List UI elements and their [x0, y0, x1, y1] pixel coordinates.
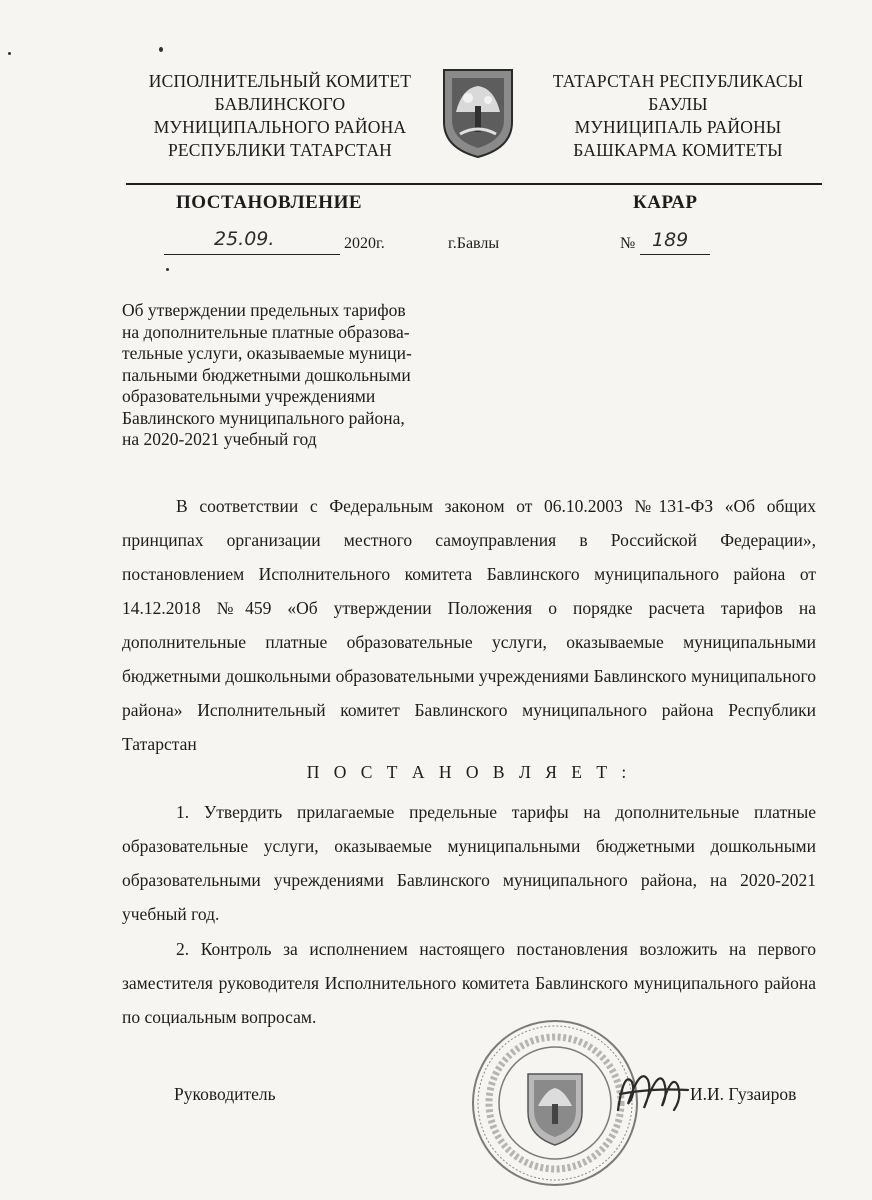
doc-type-ru: ПОСТАНОВЛЕНИЕ — [176, 192, 363, 213]
item-1-paragraph: 1. Утвердить прилагаемые предельные тарифы на дополнительные платные образовательные услуги, оказываемые муниципальными бюджетными дошкольными образовательными учреждениями Бавлинского муниципального района, на 2020-2021 учебный год. — [122, 802, 816, 924]
signatory-name: И.И. Гузаиров — [690, 1084, 797, 1104]
subject-line: пальными бюджетными дошкольными — [122, 364, 411, 385]
header-left-line: РЕСПУБЛИКИ ТАТАРСТАН — [167, 140, 392, 160]
bavly-coat-of-arms-icon — [438, 64, 518, 160]
scan-speck — [8, 52, 11, 55]
signatory-role: Руководитель — [174, 1084, 276, 1104]
subject-line: на дополнительные платные образова- — [122, 321, 410, 342]
subject-line: на 2020-2021 учебный год — [122, 429, 317, 449]
header-right-line: БАУЛЫ — [648, 94, 708, 114]
date-handwritten: 25.09. — [214, 228, 275, 250]
header-right-line: ТАТАРСТАН РЕСПУБЛИКАСЫ — [552, 71, 804, 91]
decree-heading: П О С Т А Н О В Л Я Е Т : — [306, 762, 632, 782]
scan-speck — [159, 47, 163, 52]
number-handwritten: 189 — [652, 229, 689, 251]
preamble-paragraph: В соответствии с Федеральным законом от 06.10.2003 №131-ФЗ «Об общих принципах организации местного самоуправления в Российской Федерации», постановлением Исполнительного комитета Бавлинского муниципального района от 14.12.2018 №459 «Об утверждении Положения о порядке расчета тарифов на дополнительные платные образовательные услуги, оказываемые муниципальными бюджетными дошкольными образовательными учреждениями Бавлинского муниципального района» Исполнительный комитет Бавлинского муниципального района Республики Татарстан — [122, 496, 816, 754]
header-right-line: БАШКАРМА КОМИТЕТЫ — [573, 140, 783, 160]
handwritten-signature-icon — [612, 1060, 692, 1120]
subject-line: Бавлинского муниципального района, — [122, 407, 405, 428]
document-subject — [122, 300, 482, 451]
header-left-line: ИСПОЛНИТЕЛЬНЫЙ КОМИТЕТ — [148, 71, 412, 91]
header-left-ru — [122, 70, 438, 162]
header-divider — [126, 183, 822, 185]
subject-line: образовательными учреждениями — [122, 386, 376, 406]
header-right-line: МУНИЦИПАЛЬ РАЙОНЫ — [574, 117, 782, 137]
doc-type-tt: КАРАР — [633, 192, 698, 213]
date-year: 2020г. — [344, 235, 385, 252]
header-right-tt — [520, 70, 836, 162]
header-left-line: МУНИЦИПАЛЬНОГО РАЙОНА — [153, 117, 407, 137]
subject-line: Об утверждении предельных тарифов — [122, 300, 406, 320]
scan-speck — [166, 268, 169, 271]
number-sign: № — [620, 235, 636, 252]
header-left-line: БАВЛИНСКОГО — [214, 94, 346, 114]
city-label: г.Бавлы — [448, 235, 500, 252]
subject-line: тельные услуги, оказываемые муници- — [122, 343, 412, 363]
item-2-paragraph: 2. Контроль за исполнением настоящего постановления возложить на первого заместителя руководителя Исполнительного комитета Бавлинского муниципального района по социальным вопросам. — [122, 939, 816, 1027]
